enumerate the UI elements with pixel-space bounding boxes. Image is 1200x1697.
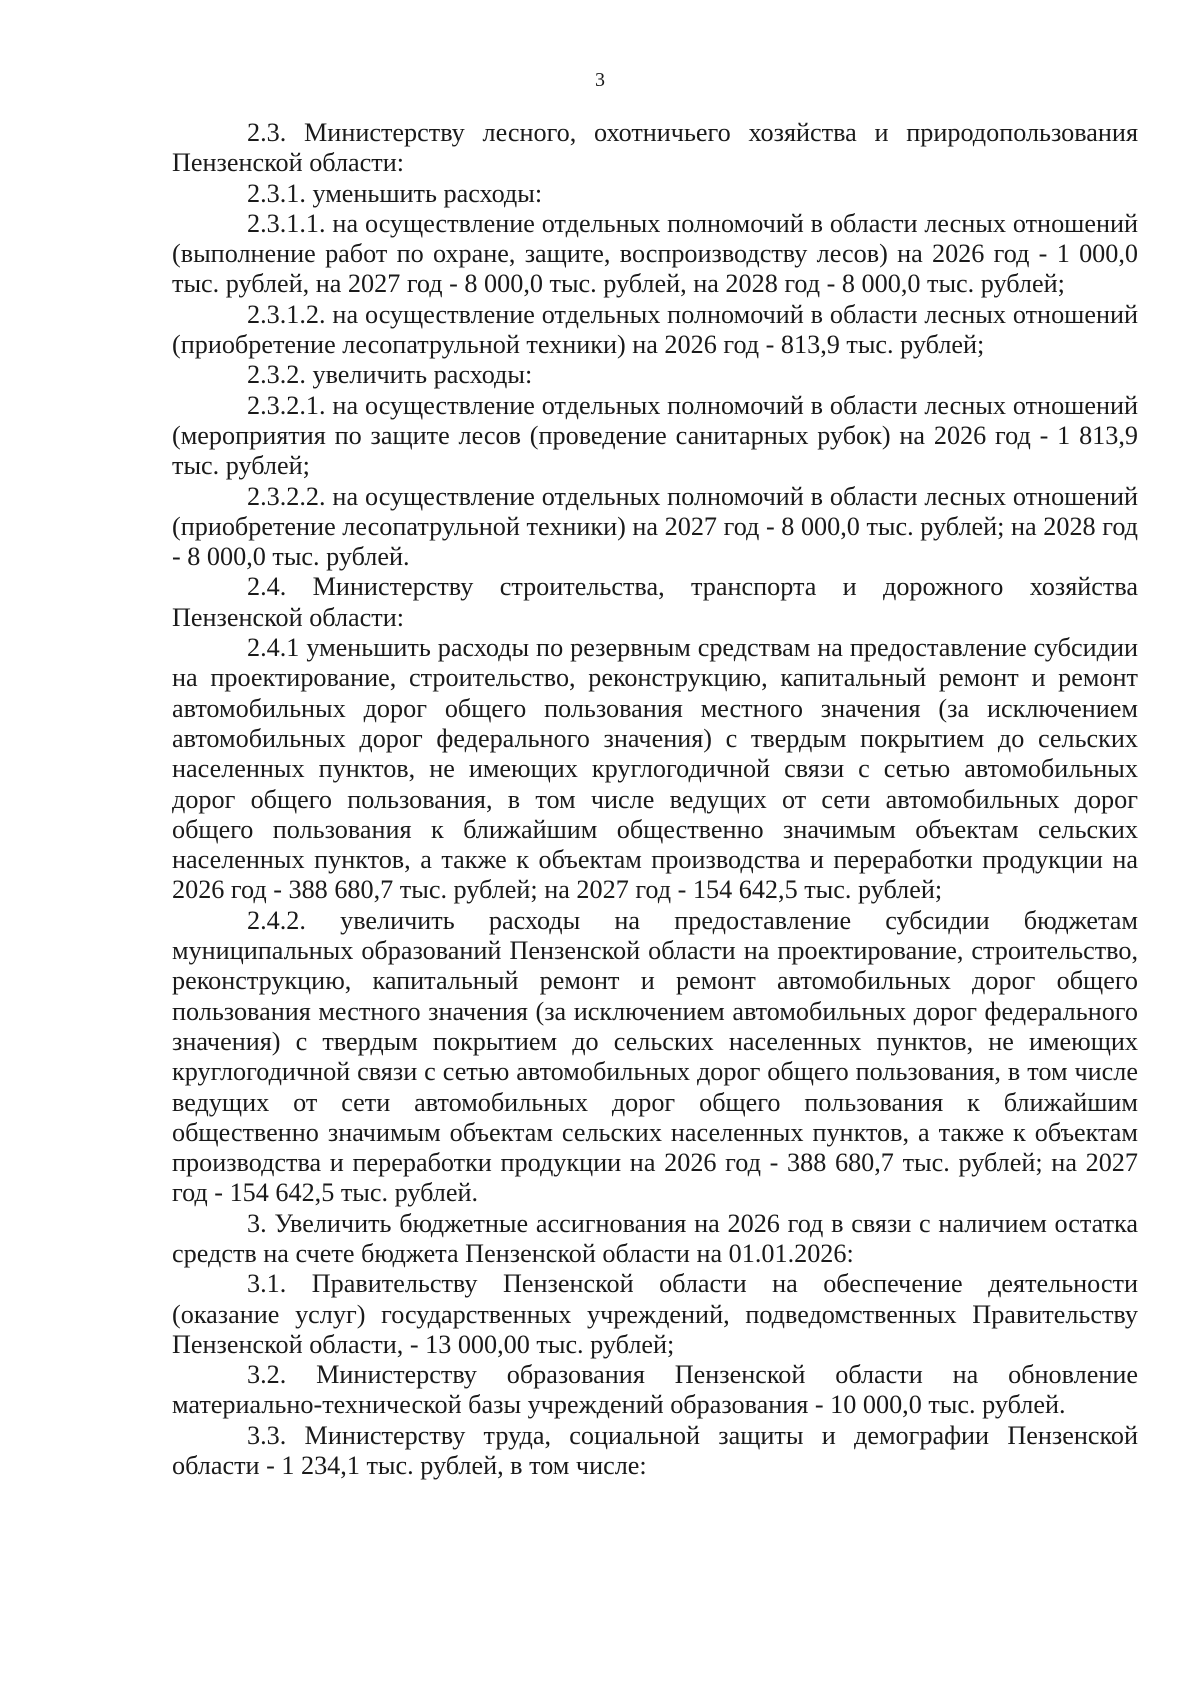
paragraph-2-3-2-2: 2.3.2.2. на осуществление отдельных полномочий в области лесных отношений (приобретение лесопатрульной техники) на 2027 год - 8 000,0 тыс. рублей; на 2028 год - 8 000,0 тыс. рублей. <box>172 481 1138 572</box>
paragraph-2-4-1: 2.4.1 уменьшить расходы по резервным средствам на предоставление субсидии на проектирование, строительство, реконструкцию, капитальный ремонт и ремонт автомобильных дорог общего пользования местного значения (за исключением автомобильных дорог федерального значения) с твердым покрытием до сельских населенных пунктов, не имеющих круглогодичной связи с сетью автомобильных дорог общего пользования, в том числе ведущих от сети автомобильных дорог общего пользования к ближайшим общественно значимым объектам сельских населенных пунктов, а также к объектам производства и переработки продукции на 2026 год - 388 680,7 тыс. рублей; на 2027 год - 154 642,5 тыс. рублей; <box>172 633 1138 905</box>
paragraph-2-3-2: 2.3.2. увеличить расходы: <box>247 360 533 390</box>
page-number: 3 <box>595 69 605 91</box>
paragraph-2-3-1-2: 2.3.1.2. на осуществление отдельных полномочий в области лесных отношений (приобретение лесопатрульной техники) на 2026 год - 813,9 тыс. рублей; <box>172 299 1138 360</box>
paragraph-3-2: 3.2. Министерству образования Пензенской области на обновление материально-технической базы учреждений образования - 10 000,0 тыс. рублей. <box>172 1360 1138 1420</box>
paragraph-3-3: 3.3. Министерству труда, социальной защиты и демографии Пензенской области - 1 234,1 тыс. рублей, в том числе: <box>172 1420 1138 1481</box>
paragraph-2-4: 2.4. Министерству строительства, транспорта и дорожного хозяйства Пензенской области: <box>172 572 1138 632</box>
document-body <box>172 118 1138 1481</box>
paragraph-2-3-1: 2.3.1. уменьшить расходы: <box>247 178 543 208</box>
paragraph-2-3: 2.3. Министерству лесного, охотничьего хозяйства и природопользования Пензенской области: <box>172 118 1138 178</box>
paragraph-3: 3. Увеличить бюджетные ассигнования на 2026 год в связи с наличием остатка средств на счете бюджета Пензенской области на 01.01.2026: <box>172 1208 1138 1268</box>
paragraph-2-4-2: 2.4.2. увеличить расходы на предоставление субсидии бюджетам муниципальных образований Пензенской области на проектирование, строительство, реконструкцию, капитальный ремонт и ремонт автомобильных дорог общего пользования местного значения (за исключением автомобильных дорог федерального значения) с твердым покрытием до сельских населенных пунктов, не имеющих круглогодичной связи с сетью автомобильных дорог общего пользования, в том числе ведущих от сети автомобильных дорог общего пользования к ближайшим общественно значимым объектам сельских населенных пунктов, а также к объектам производства и переработки продукции на 2026 год - 388 680,7 тыс. рублей; на 2027 год - 154 642,5 тыс. рублей. <box>172 905 1138 1208</box>
paragraph-2-3-1-1: 2.3.1.1. на осуществление отдельных полномочий в области лесных отношений (выполнение работ по охране, защите, воспроизводству лесов) на 2026 год - 1 000,0 тыс. рублей, на 2027 год - 8 000,0 тыс. рублей, на 2028 год - 8 000,0 тыс. рублей; <box>172 208 1138 299</box>
paragraph-2-3-2-1: 2.3.2.1. на осуществление отдельных полномочий в области лесных отношений (мероприятия по защите лесов (проведение санитарных рубок) на 2026 год - 1 813,9 тыс. рублей; <box>172 390 1138 481</box>
paragraph-3-1: 3.1. Правительству Пензенской области на обеспечение деятельности (оказание услуг) государственных учреждений, подведомственных Правительству Пензенской области, - 13 000,00 тыс. рублей; <box>172 1269 1138 1359</box>
